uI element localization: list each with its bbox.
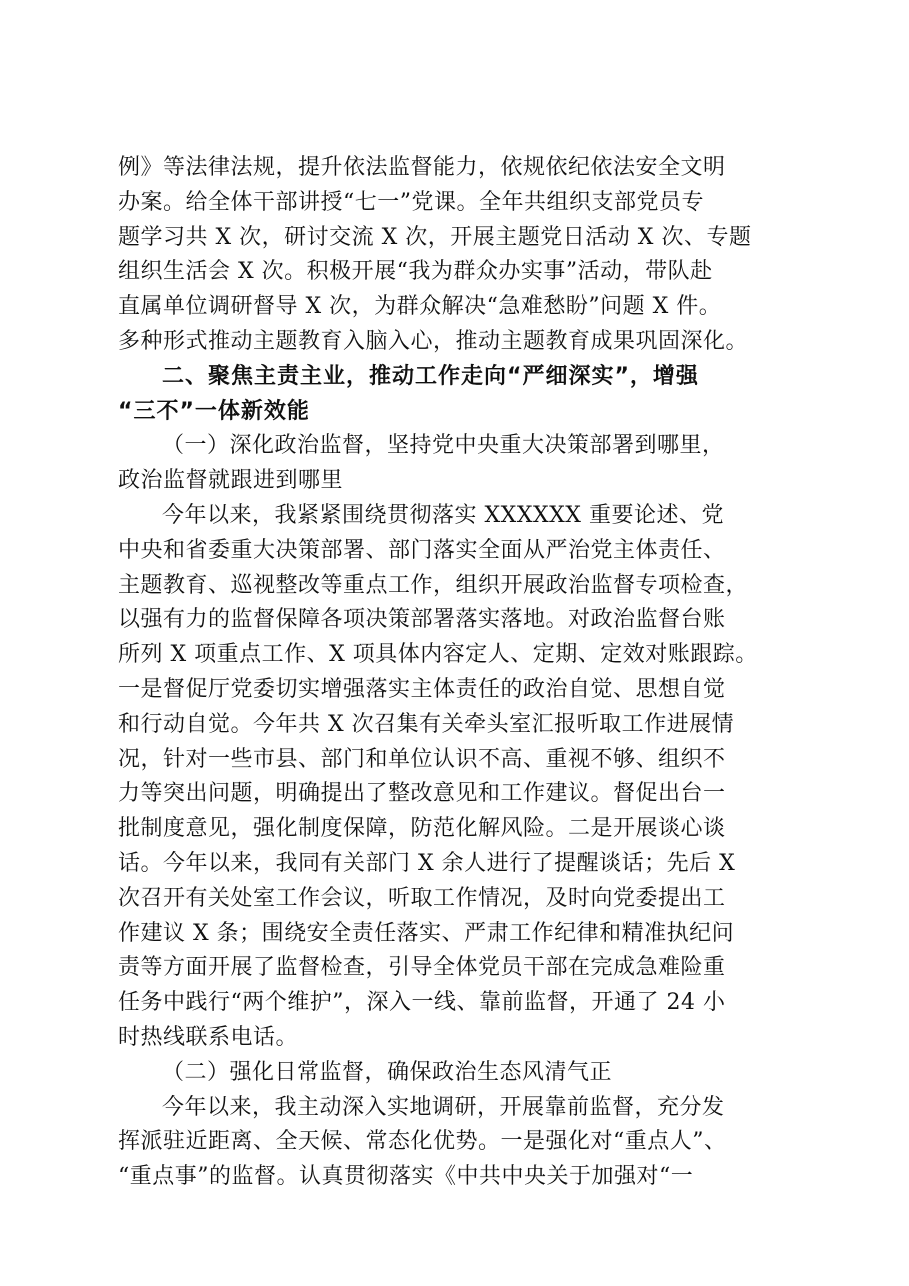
document-body [118, 151, 798, 1195]
subsection-heading: （一）深化政治监督，坚持党中央重大决策部署到哪里， [162, 433, 725, 459]
paragraph-start-line: 今年以来，我主动深入实地调研，开展靠前监督，充分发 [162, 1094, 725, 1120]
body-line: 况，针对一些市县、部门和单位认识不高、重视不够、组织不 [118, 746, 726, 772]
body-line: 任务中践行“两个维护”，深入一线、靠前监督，开通了 24 小 [118, 990, 726, 1016]
body-line: 题学习共 X 次，研讨交流 X 次，开展主题党日活动 X 次、专题 [118, 224, 752, 250]
body-line: 作建议 X 条；围绕安全责任落实、严肃工作纪律和精准执纪问 [118, 920, 735, 946]
paragraph-start-line: 今年以来，我紧紧围绕贯彻落实 XXXXXX 重要论述、党 [162, 502, 724, 528]
body-line: 多种形式推动主题教育入脑入心，推动主题教育成果巩固深化。 [118, 328, 749, 354]
subsection-heading: （二）强化日常监督，确保政治生态风清气正 [162, 1059, 613, 1085]
body-line: 直属单位调研督导 X 次，为群众解决“急难愁盼”问题 X 件。 [118, 294, 722, 320]
body-line: 主题教育、巡视整改等重点工作，组织开展政治监督专项检查， [118, 572, 749, 598]
body-line: 批制度意见，强化制度保障，防范化解风险。二是开展谈心谈 [118, 816, 726, 842]
body-line: 以强有力的监督保障各项决策部署落实落地。对政治监督台账 [118, 607, 726, 633]
body-line: 例》等法律法规，提升依法监督能力，依规依纪依法安全文明 [118, 155, 726, 180]
body-line: 次召开有关处室工作会议，听取工作情况，及时向党委提出工 [118, 885, 726, 911]
body-line: 话。今年以来，我同有关部门 X 余人进行了提醒谈话；先后 X [118, 850, 736, 876]
subsection-heading-continued: 政治监督就跟进到哪里 [118, 468, 344, 494]
body-line: 和行动自觉。今年共 X 次召集有关牵头室汇报听取工作进展情 [118, 711, 735, 737]
body-line: 中央和省委重大决策部署、部门落实全面从严治党主体责任、 [118, 537, 726, 563]
body-line: 所列 X 项重点工作、X 项具体内容定人、定期、定效对账跟踪。 [118, 642, 758, 668]
body-line: 办案。给全体干部讲授“七一”党课。全年共组织支部党员专 [118, 189, 704, 215]
body-line: 挥派驻近距离、全天候、常态化优势。一是强化对“重点人”、 [118, 1129, 727, 1155]
body-line: 责等方面开展了监督检查，引导全体党员干部在完成急难险重 [118, 955, 726, 981]
body-line: 组织生活会 X 次。积极开展“我为群众办实事”活动，带队赴 [118, 259, 713, 285]
section-heading-continued: “三不”一体新效能 [118, 398, 310, 424]
body-line: “重点事”的监督。认真贯彻落实《中共中央关于加强对“一 [118, 1164, 694, 1190]
section-heading: 二、聚焦主责主业，推动工作走向“严细深实”，增强 [162, 363, 699, 389]
body-line: 力等突出问题，明确提出了整改意见和工作建议。督促出台一 [118, 781, 726, 807]
body-line: 时热线联系电话。 [118, 1024, 299, 1050]
body-line: 一是督促厅党委切实增强落实主体责任的政治自觉、思想自觉 [118, 676, 726, 702]
